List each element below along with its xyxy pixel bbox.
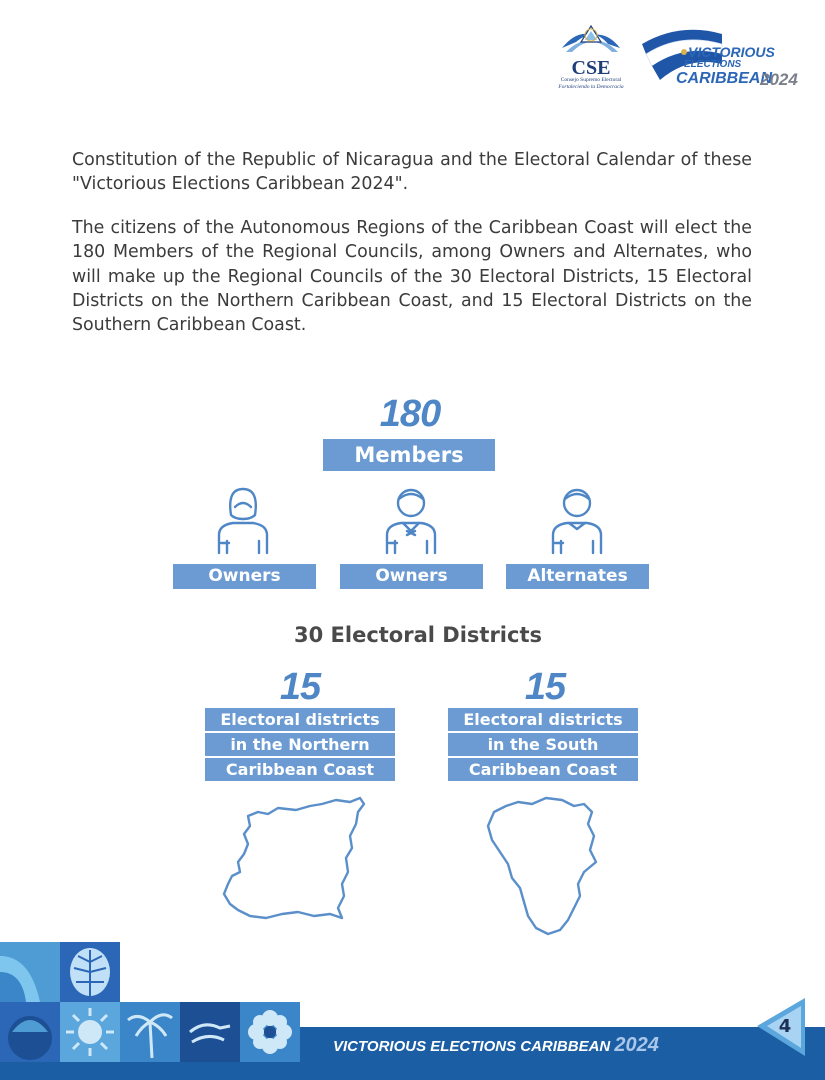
logo-year: 2024: [760, 70, 798, 89]
leaf-icon: [60, 942, 120, 1002]
footer-year: 2024: [614, 1034, 659, 1056]
logo-line1: VICTORIOUS: [688, 44, 775, 60]
tile-wave: [0, 942, 60, 1002]
tile-palm: [120, 1002, 180, 1062]
tile-flower: [240, 1002, 300, 1062]
members-label: Members: [323, 439, 495, 471]
north-count: 15: [279, 666, 321, 708]
paragraph-citizens: The citizens of the Autonomous Regions of the Caribbean Coast will elect the 180 Members of the Regional Councils, among Owners and Alternates, who will make up the Regional Councils of the 30 Electoral Districts, 15 Electoral Districts on the Northern Caribbean Coast, and 15 Electoral Districts on the Southern Caribbean Coast.: [72, 218, 752, 336]
north-region-map-icon: [218, 796, 368, 921]
hands-icon: [180, 1002, 240, 1062]
north-label-line: in the Northern: [205, 733, 395, 756]
footer-decoration: [0, 942, 300, 1080]
cse-emblem-icon: [548, 22, 634, 62]
man-icon: [547, 485, 607, 557]
south-label: [448, 708, 638, 781]
cse-logo: [548, 22, 634, 94]
south-label-line: Electoral districts: [448, 708, 638, 731]
cse-tagline: Fortaleciendo la Democracia: [558, 84, 624, 90]
role-label: Alternates: [506, 564, 649, 589]
page-number: 4: [778, 1016, 792, 1037]
tile-face: [0, 1002, 60, 1062]
woman-icon: [213, 485, 273, 557]
north-label: [205, 708, 395, 781]
north-label-line: Electoral districts: [205, 708, 395, 731]
tile-leaf: [60, 942, 120, 1002]
palm-tree-icon: [120, 1002, 180, 1062]
logo-line2: ELECTIONS: [684, 59, 742, 70]
moon-icon: [0, 942, 60, 1002]
role-label: Owners: [340, 564, 483, 589]
districts-title: 30 Electoral Districts: [294, 623, 542, 647]
cse-acronym: CSE: [571, 57, 611, 79]
members-count: 180: [379, 393, 441, 435]
cse-name-text: Consejo Supremo Electoral: [560, 77, 622, 83]
tile-hands: [180, 1002, 240, 1062]
victorious-elections-logo: [640, 24, 815, 94]
tile-sun: [60, 1002, 120, 1062]
south-label-line: Caribbean Coast: [448, 758, 638, 781]
footer-title: [333, 1035, 659, 1057]
footer-title-text: VICTORIOUS ELECTIONS CARIBBEAN: [333, 1038, 611, 1055]
role-label: Owners: [173, 564, 316, 589]
cse-name: [548, 77, 634, 91]
sun-icon: [60, 1002, 120, 1062]
south-label-line: in the South: [448, 733, 638, 756]
flower-icon: [240, 1002, 300, 1062]
man-icon: [381, 485, 441, 557]
face-icon: [0, 1002, 60, 1062]
south-count: 15: [524, 666, 566, 708]
north-label-line: Caribbean Coast: [205, 758, 395, 781]
logo-line3: CARIBBEAN: [676, 70, 772, 87]
south-region-map-icon: [484, 796, 602, 936]
paragraph-constitution: Constitution of the Republic of Nicaragua and the Electoral Calendar of these "Victorious Elections Caribbean 2024".: [72, 150, 752, 195]
